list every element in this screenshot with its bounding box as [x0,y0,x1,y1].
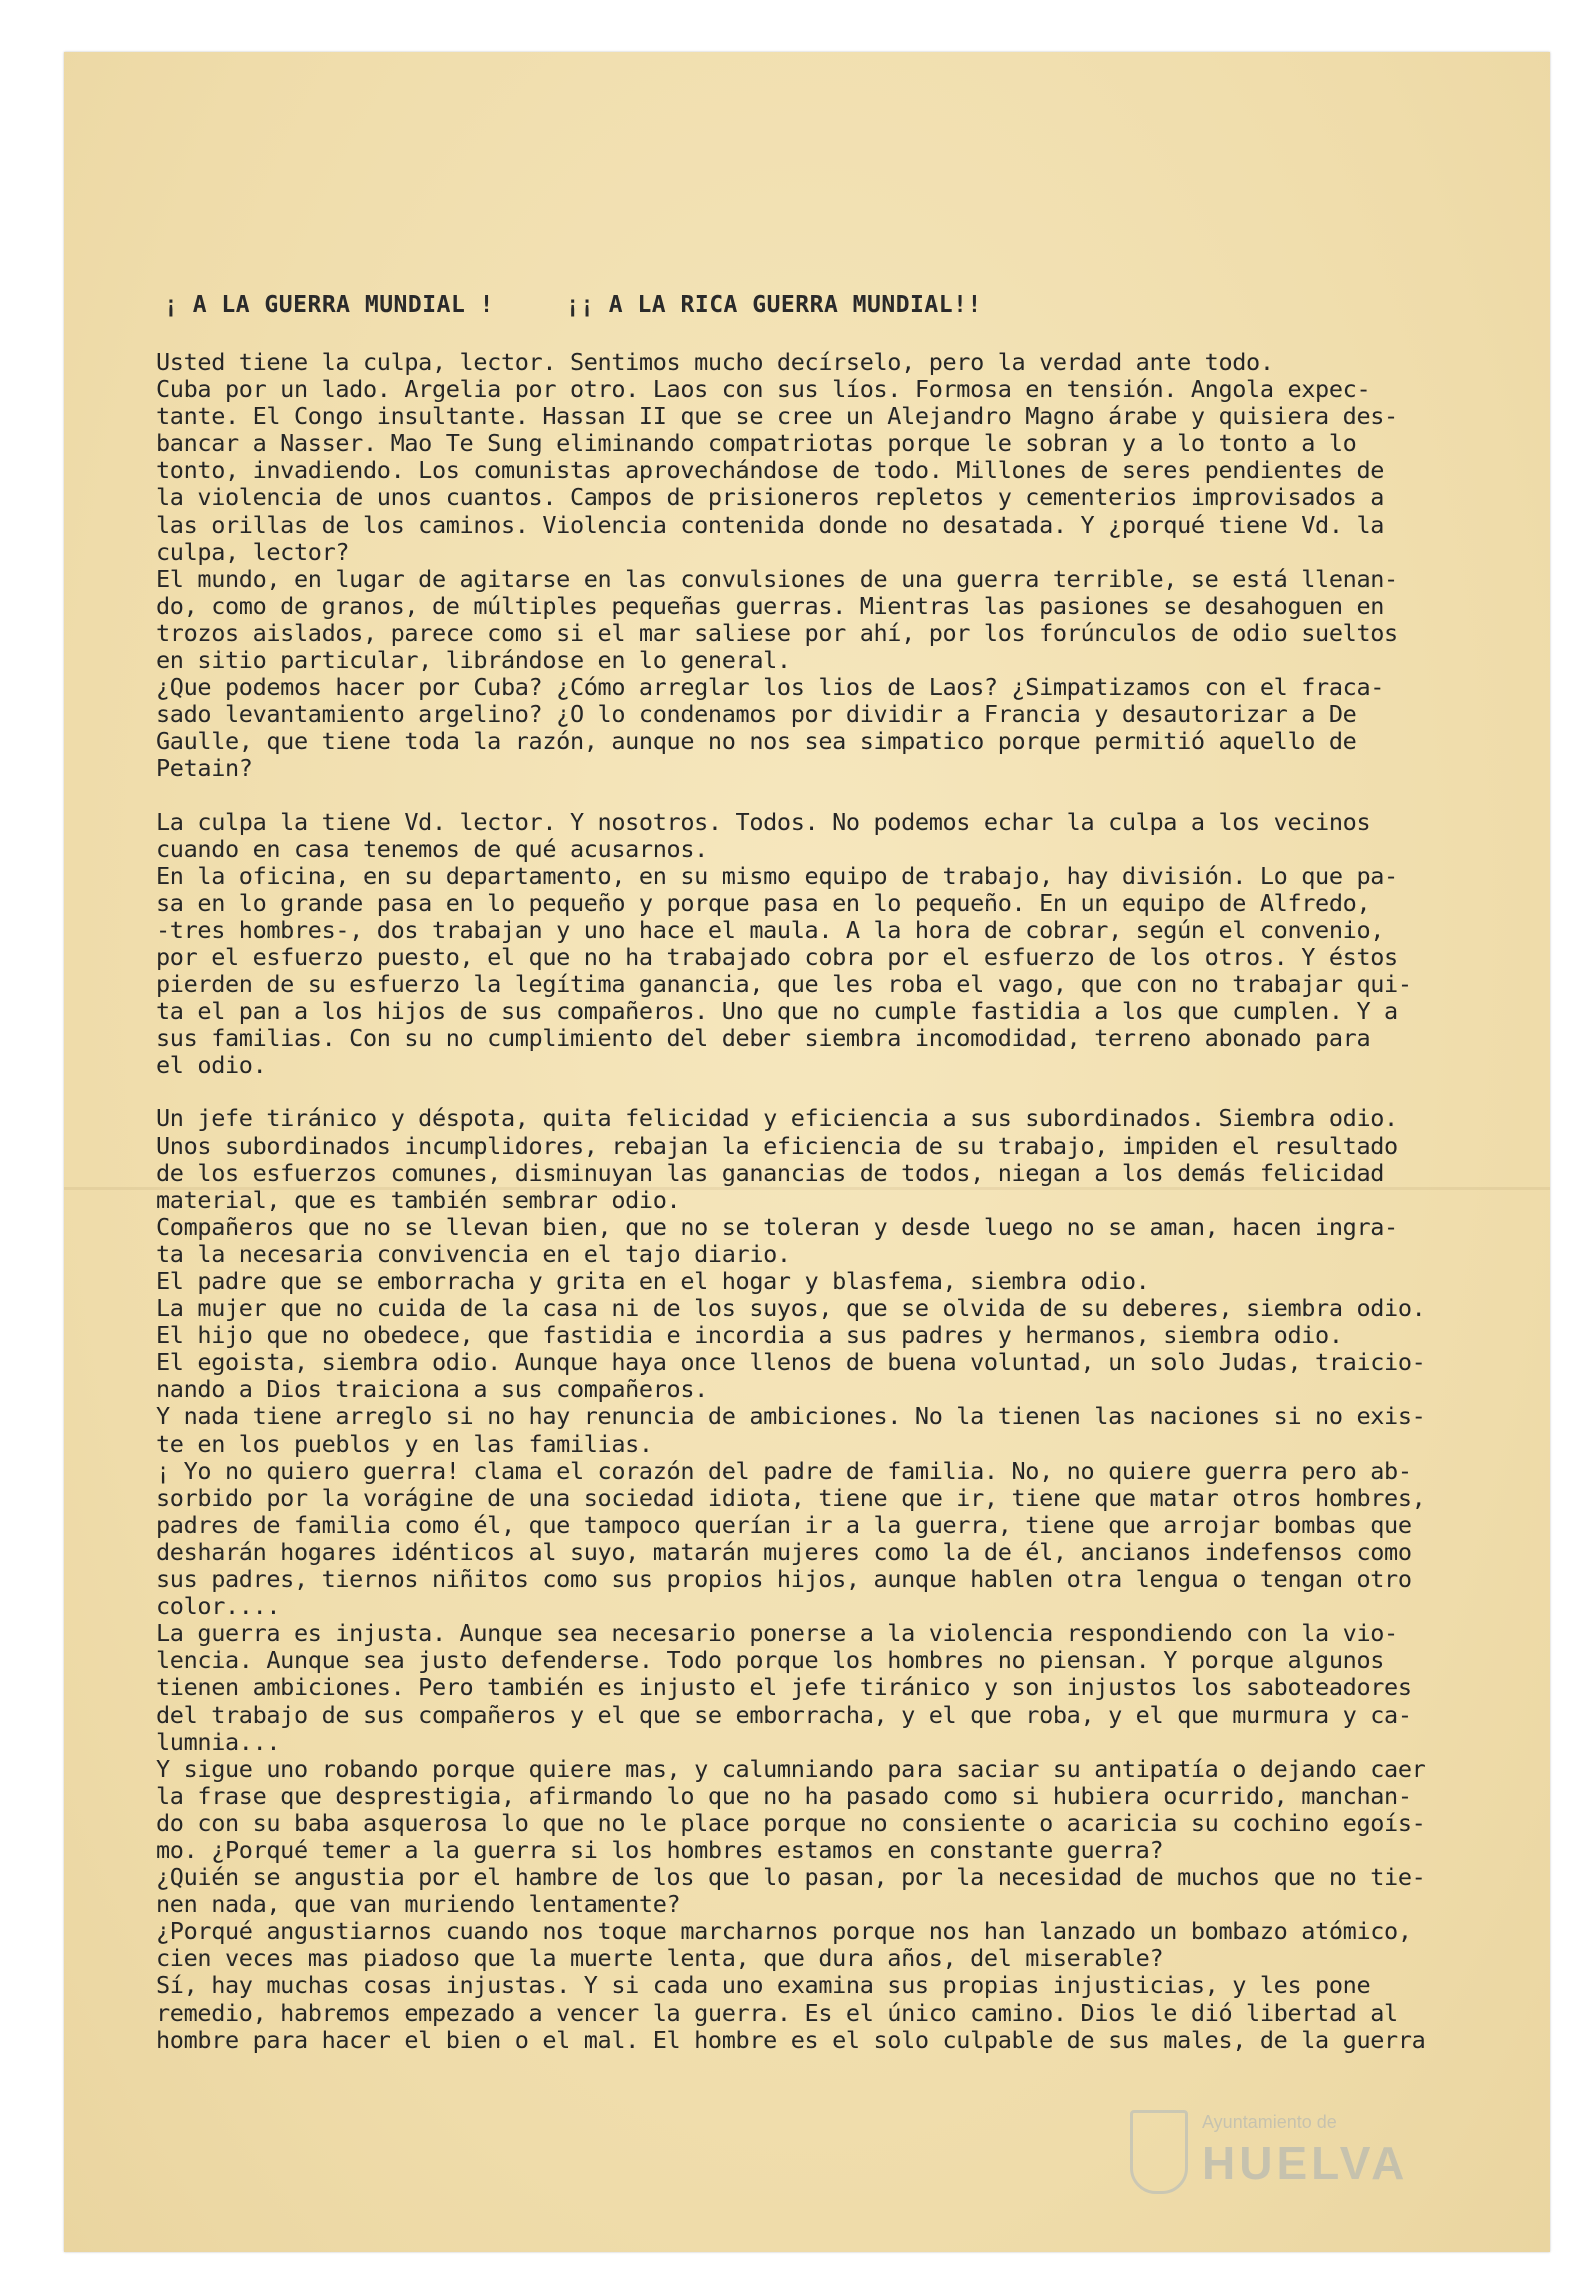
paragraph-oficina: En la oficina, en su departamento, en su mismo equipo de trabajo, hay división. Lo que pa- sa en lo grande pasa en lo pequeño y porque pasa en lo pequeño. En un equipo de Alfredo, -tres hombres-, dos trabajan y uno hace el maula. A la hora de cobrar, según el convenio, por el esfuerzo puesto, el que no ha trabajado cobra por el esfuerzo de los otros. Y éstos pierden de su esfuerzo la legítima ganancia, que les roba el vago, que con no trabajar qui- ta el pan a los hijos de sus compañeros. Uno que no cumple fastidia a los que cumplen. Y a sus familias. Con su no cumplimiento del deber siembra incomodidad, terreno abonado para el odio. [156,861,1412,1080]
paragraph-jefe-tiranico: Un jefe tiránico y déspota, quita felicidad y eficiencia a sus subordinados. Siembra odio. Unos subordinados incumplidores, rebajan la eficiencia de su trabajo, impiden el resultado de los esfuerzos comunes, disminuyan las ganancias de todos, niegan a los demás felicidad material, que es también sembrar odio. [156,1104,1398,1214]
coat-of-arms-icon [1130,2110,1188,2194]
paragraph-padre: El padre que se emborracha y grita en el hogar y blasfema, siembra odio. [156,1267,1150,1295]
paragraph-egoista: El egoista, siembra odio. Aunque haya once llenos de buena voluntad, un solo Judas, traicio- nando a Dios traiciona a sus compañeros. [156,1348,1426,1404]
archive-watermark [1110,2100,1410,2210]
paragraph-culpa-todos: La culpa la tiene Vd. lector. Y nosotros. Todos. No podemos echar la culpa a los vecinos cuando en casa tenemos de qué acusarnos. [156,807,1371,863]
paragraph-calumnia: Y sigue uno robando porque quiere mas, y calumniando para saciar su antipatía o dejando caer la frase que desprestigia, afirmando lo que no ha pasado como si hubiera ocurrido, manchan- do con su baba asquerosa lo que no le place porque no consiente o acaricia su cochino egoís- mo. ¿Porqué temer a la guerra si los hombres estamos en constante guerra? [156,1754,1426,1864]
paragraph-ambiciones: Y nada tiene arreglo si no hay renuncia de ambiciones. No la tienen las naciones si no exis- te en los pueblos y en las familias. [156,1402,1426,1458]
document-page [64,52,1550,2252]
paragraph-mujer: La mujer que no cuida de la casa ni de los suyos, que se olvida de su deberes, siembra odio. [156,1294,1426,1323]
paragraph-companeros: Compañeros que no se llevan bien, que no se toleran y desde luego no se aman, hacen ingra- ta la necesaria convivencia en el tajo diario. [156,1212,1398,1268]
paragraph-bombazo: ¿Porqué angustiarnos cuando nos toque marcharnos porque nos han lanzado un bombazo atómico, cien veces mas piadoso que la muerte lenta, que dura años, del miserable? [156,1917,1412,1973]
paragraph-hijo: El hijo que no obedece, que fastidia e incordia a sus padres y hermanos, siembra odio. [156,1321,1343,1350]
paragraph-mundo-guerras: El mundo, en lugar de agitarse en las convulsiones de una guerra terrible, se está llenan- do, como de granos, de múltiples pequeñas guerras. Mientras las pasiones se desahoguen en trozos aislados, parece como si el mar saliese por ahí, por los forúnculos de odio sueltos en sitio particular, librándose en lo general. [156,564,1398,675]
paragraph-hambre: ¿Quién se angustia por el hambre de los que lo pasan, por la necesidad de muchos que no tie- nen nada, que van muriendo lentamente? [156,1863,1426,1919]
paragraph-unico-camino: Sí, hay muchas cosas injustas. Y si cada uno examina sus propias injusticias, y les pone remedio, habremos empezado a vencer la guerra. Es el único camino. Dios le dió libertad al hombre para hacer el bien o el mal. El hombre es el solo culpable de sus males, de la guerra [156,1971,1426,2054]
document-title: ¡ A LA GUERRA MUNDIAL ! ¡¡ A LA RICA GUERRA MUNDIAL!! [164,292,982,318]
paragraph-no-quiero-guerra: ¡ Yo no quiero guerra! clama el corazón del padre de familia. No, no quiere guerra pero ab- sorbido por la vorágine de una sociedad idiota, tiene que ir, tiene que matar otros hombres, padres de familia como él, que tampoco querían ir a la guerra, tiene que arrojar bombas que desharán hogares idénticos al suyo, matarán mujeres como la de él, ancianos indefensos como sus padres, tiernos niñitos como sus propios hijos, aunque hablen otra lengua o tengan otro color.... [156,1456,1426,1621]
paragraph-guerra-injusta: La guerra es injusta. Aunque sea necesario ponerse a la violencia respondiendo con la vio- lencia. Aunque sea justo defenderse. Todo porque los hombres no piensan. Y porque algunos tienen ambiciones. Pero también es injusto el jefe tiránico y son injustos los saboteadores del trabajo de sus compañeros y el que se emborracha, y el que roba, y el que murmura y ca- lumnia... [156,1619,1412,1756]
paragraph-preguntas-cuba: ¿Que podemos hacer por Cuba? ¿Cómo arreglar los lios de Laos? ¿Simpatizamos con el fraca- sado levantamiento argelino? ¿O lo condenamos por dividir a Francia y desautorizar a De Gaulle, que tiene toda la razón, aunque no nos sea simpatico porque permitió aquello de Petain? [156,673,1385,783]
watermark-big-text: HUELVA [1202,2137,1409,2189]
paragraph-culpa-lector: Usted tiene la culpa, lector. Sentimos mucho decírselo, pero la verdad ante todo. Cuba por un lado. Argelia por otro. Laos con sus líos. Formosa en tensión. Angola expec- tante. El Congo insultante. Hassan II que se cree un Alejandro Magno árabe y quisiera des- bancar a Nasser. Mao Te Sung eliminando compatriotas porque le sobran y a lo tonto a lo tonto, invadiendo. Los comunistas aprovechándose de todo. Millones de seres pendientes de la violencia de unos cuantos. Campos de prisioneros repletos y cementerios improvisados a las orillas de los caminos. Violencia contenida donde no desatada. Y ¿porqué tiene Vd. la culpa, lector? [156,348,1398,566]
watermark-small-text: Ayuntamiento de [1202,2112,1337,2132]
document-body [156,349,1546,2054]
